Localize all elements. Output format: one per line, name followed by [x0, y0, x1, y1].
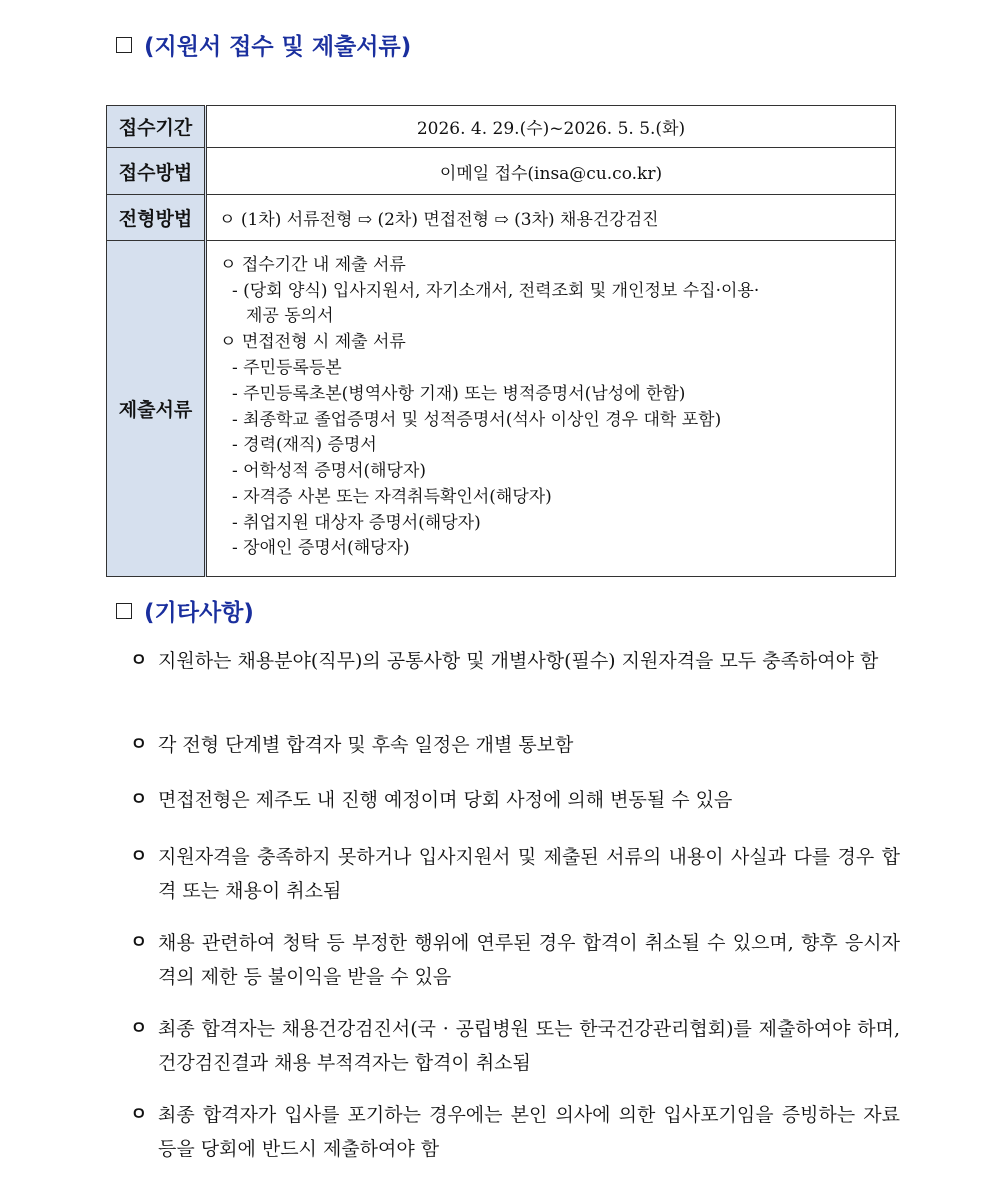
- list-item: - 경력(재직) 증명서: [232, 435, 377, 456]
- etc-item: [130, 783, 900, 817]
- table-row-method: [107, 148, 896, 195]
- process-label: 전형방법: [107, 195, 206, 241]
- documents-label: 제출서류: [107, 241, 206, 577]
- checkbox-square-icon: [116, 603, 132, 619]
- documents-list: [208, 247, 894, 571]
- section-title-etc: [116, 594, 254, 627]
- bullet-circle-icon: ㅇ: [130, 789, 148, 810]
- method-label: 접수방법: [107, 148, 206, 195]
- process-value: ㅇ (1차) 서류전형 ⇨ (2차) 면접전형 ⇨ (3차) 채용건강검진: [206, 195, 896, 241]
- etc-item-text: 채용 관련하여 청탁 등 부정한 행위에 연루된 경우 합격이 취소될 수 있으며, 향후 응시자격의 제한 등 불이익을 받을 수 있음: [158, 932, 900, 988]
- bullet-circle-icon: ㅇ: [130, 846, 148, 867]
- bullet-circle-icon: ㅇ: [130, 932, 148, 953]
- list-item: - 주민등록초본(병역사항 기재) 또는 병적증명서(남성에 한함): [232, 383, 686, 404]
- bullet-circle-icon: ㅇ: [130, 1104, 148, 1125]
- section-title-text: (지원서 접수 및 제출서류): [144, 34, 412, 60]
- bullet-circle-icon: ㅇ: [130, 650, 148, 671]
- etc-item: [130, 644, 900, 678]
- etc-item: [130, 728, 900, 762]
- etc-item: [130, 1098, 900, 1166]
- list-item: - 장애인 증명서(해당자): [232, 538, 410, 559]
- section-title-text: (기타사항): [144, 600, 254, 626]
- application-info-table: [106, 105, 896, 577]
- list-item: - 자격증 사본 또는 자격취득확인서(해당자): [232, 486, 552, 507]
- list-item: - 주민등록등본: [232, 357, 342, 378]
- etc-item-text: 면접전형은 제주도 내 진행 예정이며 당회 사정에 의해 변동될 수 있음: [158, 789, 733, 811]
- period-label: 접수기간: [107, 106, 206, 148]
- etc-item-text: 각 전형 단계별 합격자 및 후속 일정은 개별 통보함: [158, 734, 574, 756]
- method-value: 이메일 접수(insa@cu.co.kr): [206, 148, 896, 195]
- group2-title: ㅇ 면접전형 시 제출 서류: [220, 332, 406, 353]
- etc-item: [130, 926, 900, 994]
- table-row-documents: [107, 241, 896, 577]
- etc-item-text: 지원자격을 충족하지 못하거나 입사지원서 및 제출된 서류의 내용이 사실과 다를 경우 합격 또는 채용이 취소됨: [158, 846, 900, 902]
- bullet-circle-icon: ㅇ: [130, 1018, 148, 1039]
- documents-cell: [206, 241, 896, 577]
- list-item: - 어학성적 증명서(해당자): [232, 461, 427, 482]
- period-value: 2026. 4. 29.(수)~2026. 5. 5.(화): [206, 106, 896, 148]
- table-row-period: [107, 106, 896, 148]
- group1-title: ㅇ 접수기간 내 제출 서류: [220, 254, 406, 275]
- group1-item-line2: 제공 동의서: [246, 306, 334, 327]
- etc-item: [130, 1012, 900, 1080]
- etc-item: [130, 840, 900, 908]
- list-item: - 최종학교 졸업증명서 및 성적증명서(석사 이상인 경우 대학 포함): [232, 409, 722, 430]
- etc-item-text: 최종 합격자는 채용건강검진서(국 · 공립병원 또는 한국건강관리협회)를 제출하여야 하며, 건강검진결과 채용 부적격자는 합격이 취소됨: [158, 1018, 900, 1074]
- section-title-application: [116, 28, 411, 61]
- checkbox-square-icon: [116, 37, 132, 53]
- table-row-process: [107, 195, 896, 241]
- group1-item-line1: - (당회 양식) 입사지원서, 자기소개서, 전력조회 및 개인정보 수집·이용·: [232, 280, 760, 301]
- bullet-circle-icon: ㅇ: [130, 734, 148, 755]
- list-item: - 취업지원 대상자 증명서(해당자): [232, 512, 481, 533]
- etc-item-text: 지원하는 채용분야(직무)의 공통사항 및 개별사항(필수) 지원자격을 모두 충족하여야 함: [158, 650, 879, 672]
- etc-item-text: 최종 합격자가 입사를 포기하는 경우에는 본인 의사에 의한 입사포기임을 증빙하는 자료 등을 당회에 반드시 제출하여야 함: [158, 1104, 900, 1160]
